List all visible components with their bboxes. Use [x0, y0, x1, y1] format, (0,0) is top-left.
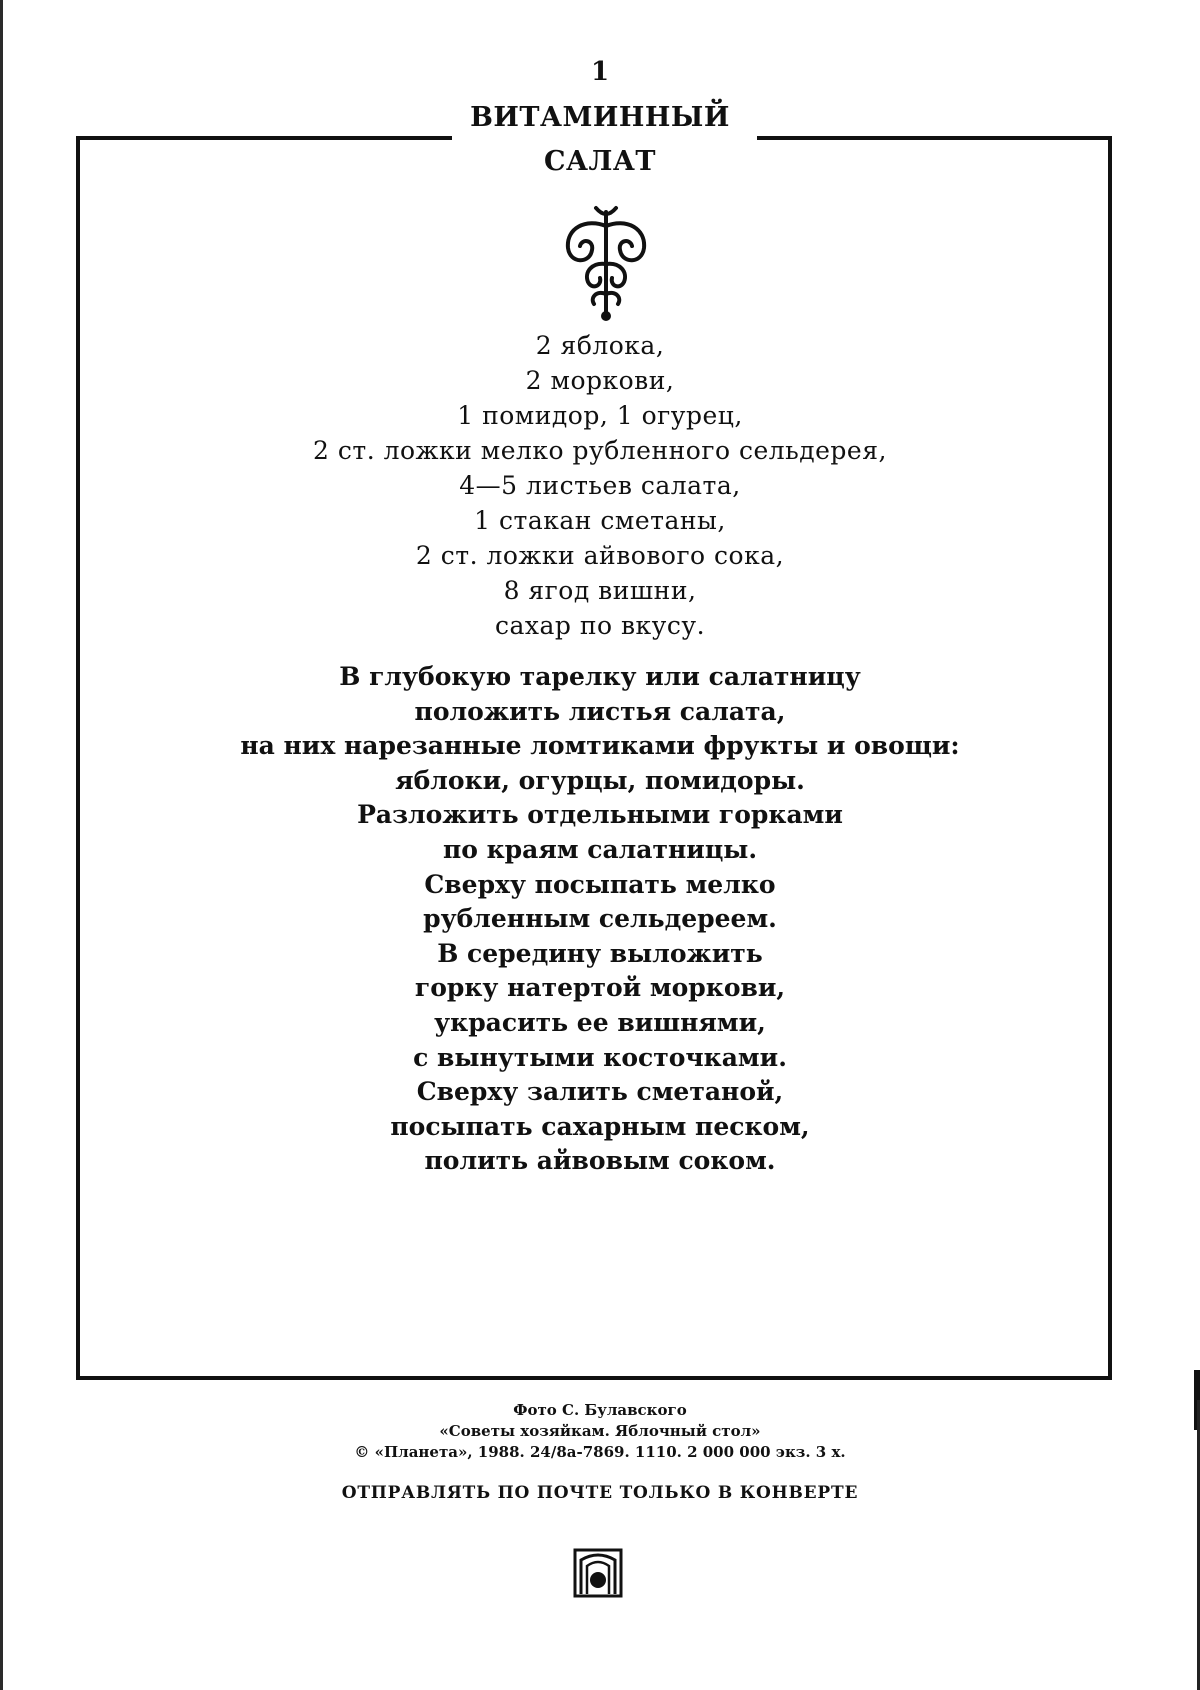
method-line: полить айвовым соком. [424, 1146, 776, 1176]
method-line: с вынутыми косточками. [413, 1042, 787, 1072]
method-line: Разложить отдельными горками [357, 800, 843, 830]
method-line: В середину выложить [437, 938, 763, 968]
ingredient-line: 1 помидор, 1 огурец, [457, 401, 743, 430]
ingredient-line: сахар по вкусу. [494, 611, 706, 640]
publisher-imprint: © «Планета», 1988. 24/8а-7869. 1110. 2 000 000 экз. 3 х. [354, 1443, 846, 1461]
method-line: горку натертой моркови, [414, 973, 786, 1003]
method-line: посыпать сахарным песком, [390, 1111, 810, 1141]
method-line: на них нарезанные ломтиками фрукты и овощи: [240, 731, 960, 761]
publication-credits [0, 1400, 1200, 1463]
ingredient-line: 4—5 листьев салата, [459, 471, 741, 500]
series-title: «Советы хозяйкам. Яблочный стол» [439, 1422, 761, 1440]
method-line: рубленным сельдереем. [423, 904, 777, 934]
publisher-logo-icon [573, 1548, 623, 1598]
method-line: В глубокую тарелку или салатницу [339, 662, 861, 691]
ingredients-list [0, 328, 1200, 643]
recipe-title [0, 96, 1200, 184]
recipe-title-line: САЛАТ [544, 146, 656, 177]
floral-ornament-icon [556, 204, 656, 324]
ingredient-line: 1 стакан сметаны, [474, 506, 726, 535]
method-line: Сверху залить сметаной, [416, 1077, 784, 1107]
recipe-number: 1 [590, 57, 610, 87]
method-line: по краям салатницы. [442, 834, 758, 864]
method-line: украсить ее вишнями, [434, 1007, 766, 1037]
method-line: положить листья салата, [414, 696, 786, 726]
method-text [0, 660, 1200, 1179]
mail-instruction: ОТПРАВЛЯТЬ ПО ПОЧТЕ ТОЛЬКО В КОНВЕРТЕ [341, 1483, 859, 1503]
ingredient-line: 2 яблока, [535, 331, 665, 360]
ingredient-line: 2 ст. ложки мелко рубленного сельдерея, [313, 436, 887, 465]
ingredient-line: 2 ст. ложки айвового сока, [415, 541, 785, 570]
ingredient-line: 2 моркови, [525, 366, 675, 395]
recipe-title-line: ВИТАМИННЫЙ [470, 102, 730, 133]
method-line: Сверху посыпать мелко [424, 869, 776, 899]
photo-credit: Фото С. Булавского [513, 1401, 687, 1419]
ingredient-line: 8 ягод вишни, [503, 576, 697, 605]
method-line: яблоки, огурцы, помидоры. [395, 765, 805, 795]
